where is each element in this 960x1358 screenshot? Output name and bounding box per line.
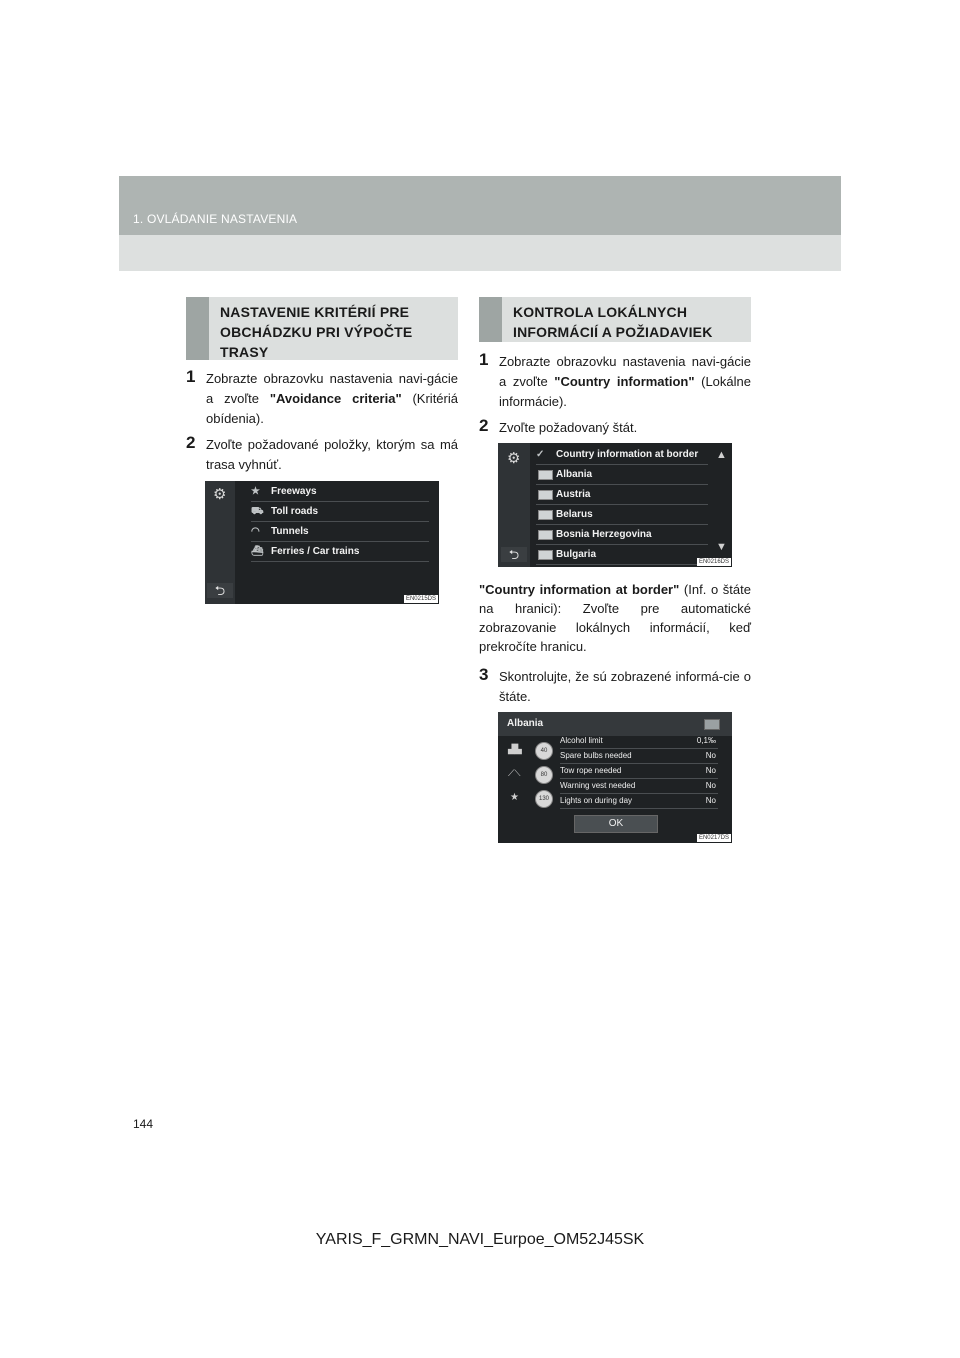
section-heading-bar	[186, 297, 209, 360]
list-item[interactable]	[536, 485, 708, 505]
settings-gear-icon: ⚙	[507, 450, 521, 467]
list-item[interactable]	[536, 505, 708, 525]
info-label: Alcohol limit	[560, 736, 603, 745]
list-item-label: Tunnels	[271, 526, 309, 537]
note-text: (Inf. o štáte na hranici): Zvoľte pre automatické zobrazovanie lokálnych informácií, keď prekročíte hranicu.	[479, 582, 751, 654]
image-code: EN0215DS	[405, 596, 436, 602]
scroll-down-icon[interactable]: ▼	[716, 541, 727, 553]
flag-icon	[538, 510, 553, 520]
step-text: Zvoľte požadované položky, ktorým sa má trasa vyhnúť.	[206, 437, 458, 472]
motorway-icon: ★	[510, 792, 519, 803]
avoidance-criteria-screen	[205, 481, 439, 604]
section-title-line: OBCHÁDZKU PRI VÝPOČTE	[220, 324, 413, 340]
section-heading-avoidance	[186, 297, 458, 360]
info-label: Warning vest needed	[560, 781, 636, 790]
list-item-label: Bosnia Herzegovina	[556, 529, 652, 540]
step-3-right	[479, 667, 751, 709]
step-number: 2	[479, 416, 489, 435]
country-info-note	[479, 580, 751, 656]
freeway-icon: ★	[251, 486, 260, 497]
step-2-left	[186, 435, 458, 477]
step-number: 3	[479, 665, 489, 684]
step-1-right	[479, 352, 751, 412]
ok-button[interactable]: OK	[574, 815, 658, 833]
country-flag-icon	[704, 719, 720, 730]
step-number: 1	[186, 367, 196, 386]
image-code: EN0217DS	[698, 835, 729, 841]
list-item[interactable]	[251, 542, 429, 562]
section-title-line: TRASY	[220, 344, 269, 360]
step-text: (Lokálne informácie).	[499, 374, 751, 409]
screen-title-bar	[498, 712, 732, 736]
back-button[interactable]: ⮌	[501, 547, 527, 562]
step-text: Zobrazte obrazovku nastavenia navi-gácie a zvoľte	[499, 354, 751, 389]
list-item-label: Albania	[556, 469, 593, 480]
list-item[interactable]	[536, 545, 708, 565]
note-menu-item: "Country information at border"	[479, 582, 680, 597]
info-row	[560, 734, 718, 749]
list-item[interactable]	[536, 525, 708, 545]
scroll-up-icon[interactable]: ▲	[716, 449, 727, 461]
country-list-screen	[498, 443, 732, 567]
step-number: 2	[186, 433, 196, 452]
urban-road-icon: ▟▙	[508, 744, 522, 754]
step-1-left	[186, 369, 458, 429]
section-title-line: INFORMÁCIÍ A POŽIADAVIEK	[513, 324, 713, 340]
info-value: No	[705, 781, 716, 790]
header-subband	[119, 235, 841, 271]
list-item[interactable]	[251, 522, 429, 542]
list-item[interactable]	[251, 482, 429, 502]
toll-icon: ⛟	[251, 506, 264, 517]
info-row	[560, 794, 718, 809]
chapter-title: 1. OVLÁDANIE NASTAVENIA	[133, 212, 298, 226]
section-title-line: NASTAVENIE KRITÉRIÍ PRE	[220, 304, 410, 320]
flag-icon	[538, 490, 553, 500]
page-number: 144	[133, 1117, 154, 1131]
step-text: Zobrazte obrazovku nastavenia navi-gácie a zvoľte	[206, 371, 458, 406]
list-item[interactable]	[251, 502, 429, 522]
list-item-label: Bulgaria	[556, 549, 597, 560]
flag-icon	[538, 470, 553, 480]
checkmark-icon: ✓	[536, 449, 545, 460]
list-item-label: Country information at border	[556, 449, 699, 460]
document-code: YARIS_F_GRMN_NAVI_Eurpoe_OM52J45SK	[315, 1231, 645, 1248]
step-number: 1	[479, 350, 489, 369]
list-item-label: Toll roads	[271, 506, 319, 517]
info-value: No	[705, 796, 716, 805]
speed-limit-sign: 40	[535, 742, 553, 760]
rural-road-icon: ⟋⟍	[508, 768, 521, 778]
info-label: Lights on during day	[560, 796, 633, 805]
step-text: Skontrolujte, že sú zobrazené informá-cie o štáte.	[499, 669, 751, 704]
info-label: Tow rope needed	[560, 766, 622, 775]
country-info-screen	[498, 712, 732, 843]
list-item[interactable]	[536, 465, 708, 485]
speed-limit-sign: 130	[535, 790, 553, 808]
header-band	[119, 176, 841, 235]
image-code: EN0216DS	[698, 559, 729, 565]
ferry-icon: ⛴	[251, 546, 264, 557]
back-button[interactable]: ⮌	[207, 583, 233, 598]
section-title-line: KONTROLA LOKÁLNYCH	[513, 304, 688, 320]
info-value: No	[705, 751, 716, 760]
list-item-label: Ferries / Car trains	[271, 546, 360, 557]
list-item-label: Freeways	[271, 486, 317, 497]
list-item-country-info-at-border[interactable]	[536, 445, 708, 465]
step-2-right	[479, 418, 751, 440]
info-row	[560, 764, 718, 779]
section-heading-country-info	[479, 297, 751, 342]
flag-icon	[538, 550, 553, 560]
step-menu-item: "Avoidance criteria"	[269, 391, 402, 406]
country-title: Albania	[507, 718, 544, 729]
list-item-label: Belarus	[556, 509, 593, 520]
section-heading-bar	[479, 297, 502, 342]
speed-limit-sign: 80	[535, 766, 553, 784]
settings-gear-icon: ⚙	[213, 486, 227, 503]
step-text: (Kritériá obídenia).	[206, 391, 458, 426]
info-row	[560, 749, 718, 764]
tunnel-icon: ◠	[251, 526, 260, 537]
info-value: 0,1‰	[696, 736, 716, 745]
info-value: No	[705, 766, 716, 775]
step-text: Zvoľte požadovaný štát.	[499, 420, 638, 435]
list-item-label: Austria	[556, 489, 591, 500]
step-menu-item: "Country information"	[554, 374, 695, 389]
info-label: Spare bulbs needed	[560, 751, 632, 760]
flag-icon	[538, 530, 553, 540]
info-row	[560, 779, 718, 794]
